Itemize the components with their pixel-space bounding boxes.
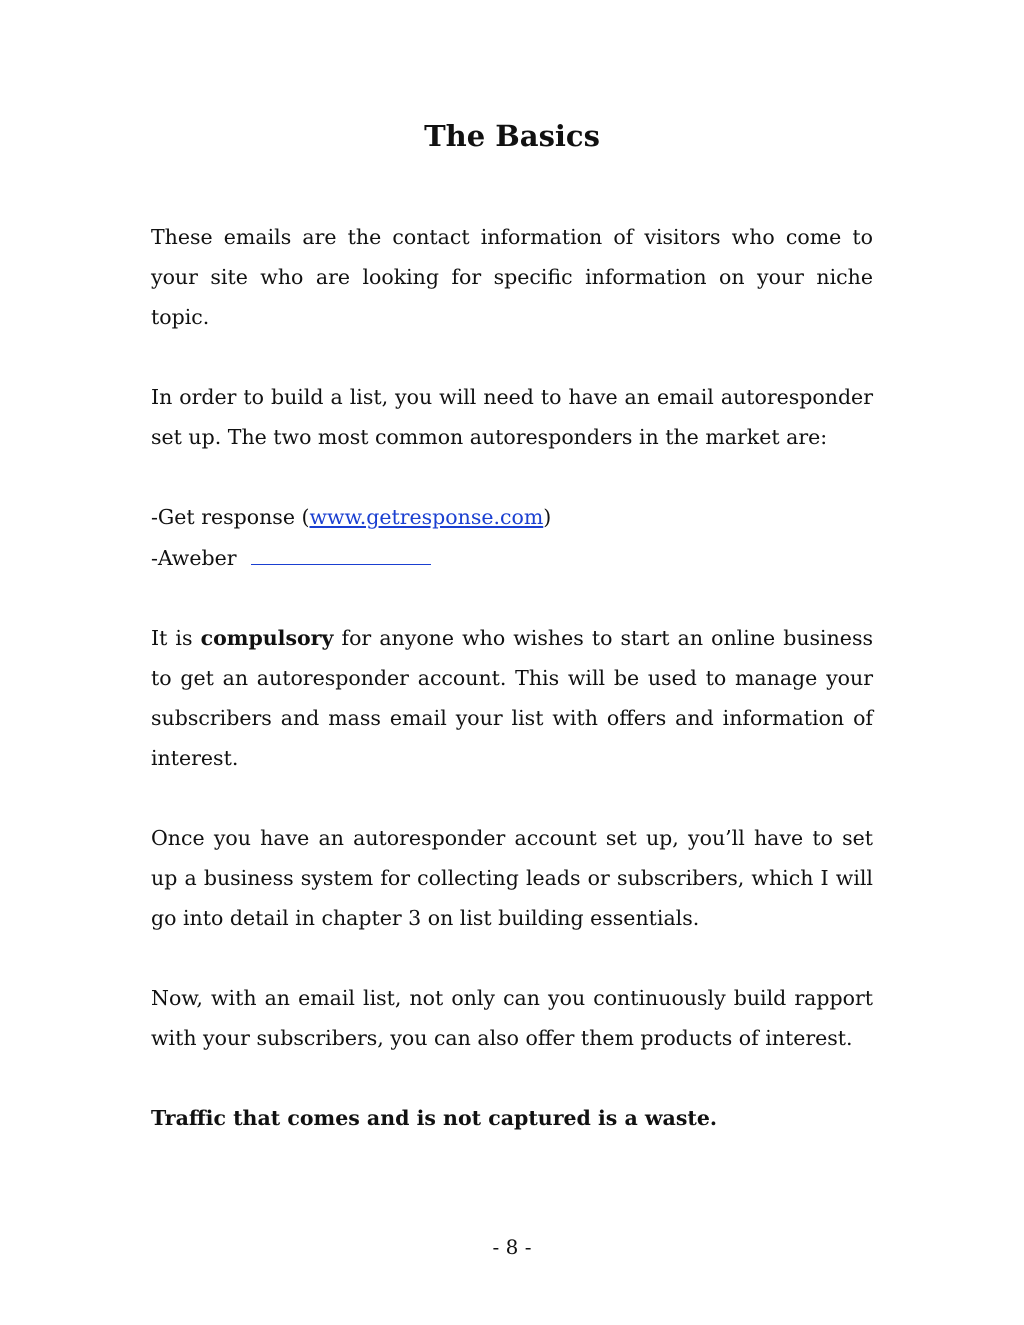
aweber-link[interactable] <box>251 537 431 565</box>
paragraph-traffic-warning: Traffic that comes and is not captured is a waste. <box>151 1106 718 1130</box>
list-item-aweber-label: -Aweber <box>151 546 237 570</box>
page-title: The Basics <box>424 119 600 153</box>
paragraph-autoresponder: In order to build a list, you will need to have an email autoresponder set up. The two most common autoresponders in the market are: <box>151 385 873 449</box>
paragraph-intro: These emails are the contact information of visitors who come to your site who are looking for specific information on your niche topic. <box>151 225 873 329</box>
compulsory-emphasis: compulsory <box>200 626 334 650</box>
paragraph-business-system: Once you have an autoresponder account set up, you’ll have to set up a business system for collecting leads or subscribers, which I will go into detail in chapter 3 on list building essentials. <box>151 826 873 930</box>
list-item-getresponse <box>151 497 873 537</box>
paragraph-compulsory-before: It is <box>151 626 201 650</box>
list-item-aweber <box>151 537 873 578</box>
list-item-getresponse-prefix: -Get response ( <box>151 505 310 529</box>
getresponse-link[interactable]: www.getresponse.com <box>309 505 544 529</box>
page-number: - 8 - <box>492 1235 532 1259</box>
paragraph-compulsory-after: for anyone who wishes to start an online business to get an autoresponder account. This will be used to manage your subscribers and mass email your list with offers and information of interest. <box>151 626 873 770</box>
paragraph-email-list: Now, with an email list, not only can you continuously build rapport with your subscribers, you can also offer them products of interest. <box>151 986 873 1050</box>
paragraph-compulsory <box>151 618 873 778</box>
autoresponder-list <box>151 497 873 578</box>
list-item-getresponse-suffix: ) <box>543 505 552 529</box>
page-body <box>151 217 873 1178</box>
